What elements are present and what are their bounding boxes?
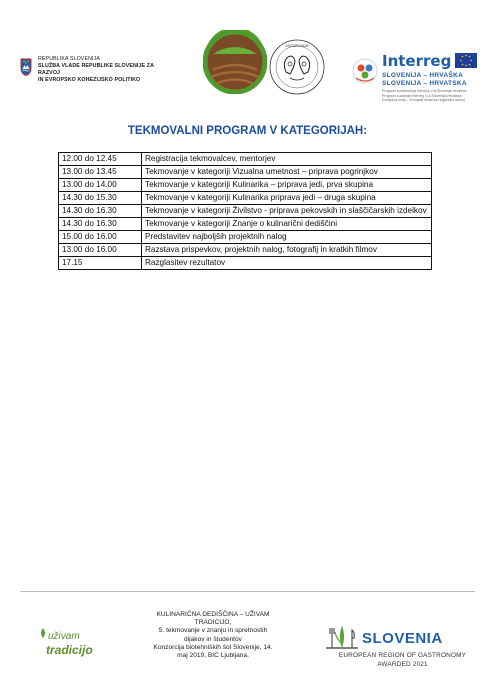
time-cell: 14.30 do 16.30 (59, 218, 142, 231)
uzivam-word: uživam (48, 631, 80, 642)
footer-line-1: KULINARIČNA DEDIŠČINA – UŽIVAM (156, 611, 270, 618)
zagorynum-logo (268, 38, 326, 96)
time-cell: 15.00 do 16.00 (59, 231, 142, 244)
interreg-word: Interreg (382, 52, 452, 70)
gov-line-1: REPUBLIKA SLOVENIJA (38, 56, 100, 62)
activity-cell: Tekmovanje v kategoriji Vizualna umetnost – priprava pogrinjkov (142, 166, 432, 179)
activity-cell: Tekmovanje v kategoriji Znanje o kulinarični dediščini (142, 218, 432, 231)
interreg-swirl-icon (350, 56, 380, 86)
interreg-small-print: Program sodelovanja Interreg V-A Slovenija-Hrvaška · Program suradnje Interreg V-A Slovenija-Hrvatska · Evropska unija – Evropski sklad za regionalni razvoj (382, 89, 469, 102)
interreg-line-2: SLOVENIJA – HRVATSKA (382, 80, 467, 87)
activity-cell: Tekmovanje v kategoriji Živilstvo - priprava pekovskih in slaščičarskih izdelkov (142, 205, 432, 218)
table-row (59, 244, 432, 257)
gov-line-3: IN EVROPSKO KOHEZIJSKO POLITIKO (38, 77, 141, 83)
slovenia-line-1: EUROPEAN REGION OF GASTRONOMY (338, 652, 467, 659)
table-row (59, 205, 432, 218)
table-row (59, 218, 432, 231)
page-title: TEKMOVALNI PROGRAM V KATEGORIJAH: (127, 125, 368, 137)
gov-line-2: SLUŽBA VLADE REPUBLIKE SLOVENIJE ZA RAZVOJ (38, 63, 154, 76)
footer-text (128, 611, 298, 660)
table-row (59, 257, 432, 270)
activity-cell: Tekmovanje v kategoriji Kulinarika – priprava jedi, prva skupina (142, 179, 432, 192)
slovenia-line-2: AWARDED 2021 (377, 661, 428, 668)
activity-cell: Razglasitev rezultatov (142, 257, 432, 270)
time-cell: 17.15 (59, 257, 142, 270)
biotech-schools-logo (203, 30, 267, 94)
time-cell: 12.00 do 12.45 (59, 153, 142, 166)
time-cell: 13.00 do 13.45 (59, 166, 142, 179)
footer-divider (20, 591, 475, 592)
slovenia-crest-icon (20, 58, 32, 76)
activity-cell: Predstavitev najboljših projektnih nalog (142, 231, 432, 244)
leaf-icon (38, 627, 48, 639)
footer-line-3: 5. tekmovanje v znanju in spretnostih (158, 627, 268, 635)
interreg-logo (350, 48, 480, 108)
activity-cell: Razstava prispevkov, projektnih nalog, fotografij in kratkih filmov (142, 244, 432, 257)
interreg-line-1: SLOVENIJA – HRVAŠKA (382, 72, 464, 79)
zagorynum-label: ZAGORYNUM (285, 44, 309, 48)
footer-line-4: dijakov in študentov (184, 635, 242, 643)
activity-cell: Registracija tekmovalcev, mentorjev (142, 153, 432, 166)
uzivam-tradicijo-logo (36, 625, 106, 670)
table-row (59, 231, 432, 244)
tradicijo-word: tradicijo (46, 643, 93, 657)
table-row (59, 166, 432, 179)
eu-flag-icon (455, 53, 477, 68)
cutlery-plant-icon (322, 622, 362, 650)
table-row (59, 192, 432, 205)
slovenia-gastronomy-logo (318, 620, 478, 680)
time-cell: 13.00 do 16.00 (59, 244, 142, 257)
activity-cell: Tekmovanje v kategoriji Kulinarika priprava jedi – druga skupina (142, 192, 432, 205)
footer-line-5: Konzorcija biotehniških šol Slovenije, 14. (153, 643, 273, 651)
time-cell: 13.00 do 14.00 (59, 179, 142, 192)
footer-line-2: TRADICIJO, (194, 619, 232, 627)
table-row (59, 153, 432, 166)
time-cell: 14.30 do 15.30 (59, 192, 142, 205)
schedule-table (58, 152, 432, 270)
time-cell: 14.30 do 16.30 (59, 205, 142, 218)
slovenia-word: SLOVENIA (362, 630, 443, 647)
table-row (59, 179, 432, 192)
footer-line-6: maj 2019, BIC Ljubljana. (177, 652, 249, 660)
